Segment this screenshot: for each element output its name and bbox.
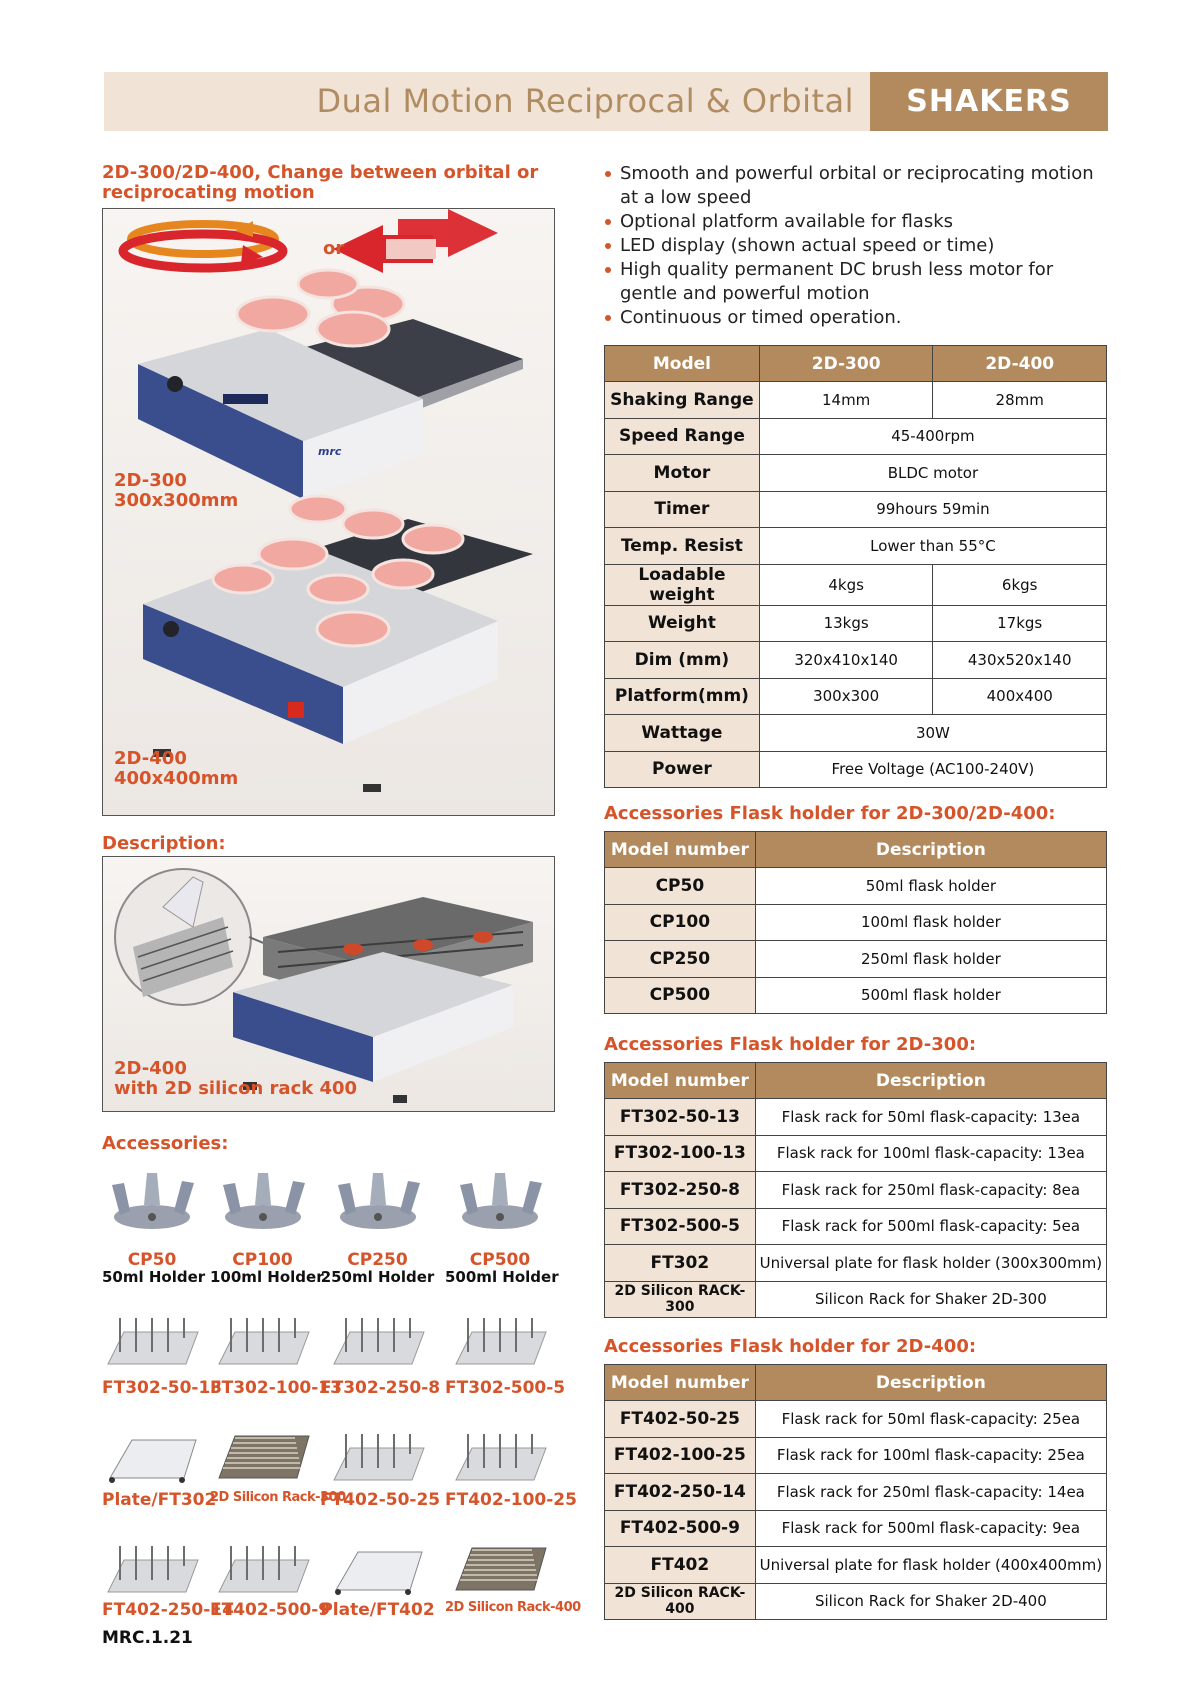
model-number: FT402-100-25 <box>605 1437 756 1474</box>
photo1-size: 300x300mm <box>114 490 239 511</box>
accessory-name: FT302-250-8 <box>320 1378 441 1398</box>
photo2-model: 2D-400 <box>114 748 187 769</box>
orbital-arrow-icon <box>123 221 283 268</box>
accessory-row <box>605 1437 1107 1474</box>
spec-label: Dim (mm) <box>605 642 760 679</box>
accessory-name: CP100 <box>232 1250 293 1270</box>
spec-value-2d400: 17kgs <box>933 605 1107 642</box>
model-description: Flask rack for 500ml flask-capacity: 9ea <box>755 1510 1106 1547</box>
accessory-image <box>328 1530 428 1605</box>
spec-row <box>605 528 1107 565</box>
accessory-image <box>450 1165 550 1240</box>
photo2-label <box>114 749 238 789</box>
accessory-name: CP500 <box>469 1250 531 1270</box>
spec-row <box>605 418 1107 455</box>
accessory-name: FT302-500-5 <box>445 1378 566 1398</box>
accessory-image <box>328 1418 428 1493</box>
photo1-label <box>114 471 238 511</box>
model-description: 50ml flask holder <box>755 868 1106 905</box>
desc-photo-model: 2D-400 <box>114 1058 187 1079</box>
accessory-image <box>328 1302 428 1377</box>
spec-value-2d400: 28mm <box>933 382 1107 419</box>
acc-table-1 <box>604 831 1107 1014</box>
accessory-image <box>102 1302 202 1377</box>
acc-table-3-title: Accessories Flask holder for 2D-400: <box>604 1336 977 1357</box>
model-description: Silicon Rack for Shaker 2D-400 <box>755 1583 1106 1620</box>
model-number: CP500 <box>605 977 756 1014</box>
accessory-name: FT402-250-14 <box>102 1600 234 1620</box>
accessory-name: 2D Silicon Rack-300 <box>210 1490 346 1505</box>
feature-item: LED display (shown actual speed or time) <box>604 234 1114 258</box>
model-number: FT302-250-8 <box>605 1172 756 1209</box>
spec-value-2d300: 13kgs <box>759 605 933 642</box>
model-description: Universal plate for flask holder (400x400mm) <box>755 1547 1106 1584</box>
model-description: Flask rack for 250ml flask-capacity: 14ea <box>755 1474 1106 1511</box>
accessory-image <box>213 1418 313 1493</box>
accessory-row <box>605 868 1107 905</box>
spec-row <box>605 455 1107 492</box>
accessory-row <box>605 1281 1107 1318</box>
accessory-row <box>605 1099 1107 1136</box>
acc3-header-model: Model number <box>605 1365 756 1401</box>
model-description: 100ml flask holder <box>755 904 1106 941</box>
spec-value-2d400: 430x520x140 <box>933 642 1107 679</box>
accessory-capacity: 50ml Holder <box>102 1268 206 1286</box>
model-number: 2D Silicon RACK-300 <box>605 1281 756 1318</box>
shaker-2d-300 <box>138 270 523 499</box>
model-description: 250ml flask holder <box>755 941 1106 978</box>
spec-label: Motor <box>605 455 760 492</box>
model-number: 2D Silicon RACK-400 <box>605 1583 756 1620</box>
category-tag: SHAKERS <box>870 72 1108 131</box>
spec-row <box>605 564 1107 605</box>
accessory-row <box>605 977 1107 1014</box>
feature-item: High quality permanent DC brush less motor for gentle and powerful motion <box>604 258 1114 306</box>
accessory-image <box>450 1530 550 1605</box>
model-description: Flask rack for 100ml flask-capacity: 13ea <box>755 1135 1106 1172</box>
spec-row <box>605 382 1107 419</box>
brand-logo: mrc <box>318 445 342 458</box>
accessory-image <box>102 1530 202 1605</box>
model-description: Flask rack for 100ml flask-capacity: 25ea <box>755 1437 1106 1474</box>
accessory-name: FT302-100-13 <box>210 1378 342 1398</box>
model-description: 500ml flask holder <box>755 977 1106 1014</box>
accessory-name: 2D Silicon Rack-400 <box>445 1600 581 1615</box>
photo1-model: 2D-300 <box>114 470 187 491</box>
model-number: FT402-50-25 <box>605 1401 756 1438</box>
accessory-name: FT402-50-25 <box>320 1490 441 1510</box>
model-number: FT302 <box>605 1245 756 1282</box>
model-description: Silicon Rack for Shaker 2D-300 <box>755 1281 1106 1318</box>
accessory-row <box>605 1583 1107 1620</box>
product-photo <box>102 208 555 816</box>
model-description: Flask rack for 500ml flask-capacity: 5ea <box>755 1208 1106 1245</box>
accessory-name: CP50 <box>127 1250 177 1270</box>
description-title: Description: <box>102 833 226 854</box>
accessory-image <box>328 1165 428 1240</box>
accessory-capacity: 250ml Holder <box>320 1268 435 1286</box>
spec-value-2d400: 400x400 <box>933 678 1107 715</box>
spec-value-2d300: 4kgs <box>759 564 933 605</box>
spec-value-2d300: 300x300 <box>759 678 933 715</box>
acc-table-2-title: Accessories Flask holder for 2D-300: <box>604 1034 977 1055</box>
spec-row <box>605 642 1107 679</box>
spec-value-2d300: 320x410x140 <box>759 642 933 679</box>
spec-row <box>605 715 1107 752</box>
shaker-2d-400 <box>143 496 533 792</box>
accessory-row <box>605 1172 1107 1209</box>
model-number: FT402-500-9 <box>605 1510 756 1547</box>
feature-list <box>604 162 1114 330</box>
accessory-image <box>450 1418 550 1493</box>
spec-value: Free Voltage (AC100-240V) <box>759 751 1106 788</box>
accessory-image <box>213 1165 313 1240</box>
spec-row <box>605 491 1107 528</box>
spec-header-model: Model <box>605 346 760 382</box>
spec-row <box>605 605 1107 642</box>
model-number: CP50 <box>605 868 756 905</box>
model-number: FT302-50-13 <box>605 1099 756 1136</box>
feature-item: Continuous or timed operation. <box>604 306 1114 330</box>
acc2-header-desc: Description <box>755 1063 1106 1099</box>
page-title: Dual Motion Reciprocal & Orbital <box>316 82 854 120</box>
spec-row <box>605 678 1107 715</box>
spec-label: Platform(mm) <box>605 678 760 715</box>
spec-label: Wattage <box>605 715 760 752</box>
accessory-image <box>102 1418 202 1493</box>
description-photo <box>102 856 555 1112</box>
accessory-row <box>605 1208 1107 1245</box>
spec-label: Timer <box>605 491 760 528</box>
acc1-header-desc: Description <box>755 832 1106 868</box>
accessory-row <box>605 1135 1107 1172</box>
accessory-capacity: 100ml Holder <box>210 1268 324 1286</box>
spec-value: 30W <box>759 715 1106 752</box>
model-number: FT402-250-14 <box>605 1474 756 1511</box>
accessory-row <box>605 1245 1107 1282</box>
accessory-row <box>605 1401 1107 1438</box>
desc-photo-label <box>114 1059 357 1099</box>
accessory-row <box>605 904 1107 941</box>
spec-value: 99hours 59min <box>759 491 1106 528</box>
acc1-header-model: Model number <box>605 832 756 868</box>
accessory-row <box>605 941 1107 978</box>
model-number: FT302-100-13 <box>605 1135 756 1172</box>
accessory-name: Plate/FT402 <box>320 1600 435 1620</box>
model-number: FT402 <box>605 1547 756 1584</box>
model-number: FT302-500-5 <box>605 1208 756 1245</box>
acc2-header-model: Model number <box>605 1063 756 1099</box>
model-description: Flask rack for 50ml flask-capacity: 25ea <box>755 1401 1106 1438</box>
accessory-row <box>605 1510 1107 1547</box>
accessories-title: Accessories: <box>102 1133 229 1154</box>
accessory-name: FT302-50-13 <box>102 1378 223 1398</box>
spec-label: Temp. Resist <box>605 528 760 565</box>
spec-label: Shaking Range <box>605 382 760 419</box>
acc-table-3 <box>604 1364 1107 1620</box>
photo2-size: 400x400mm <box>114 768 239 789</box>
spec-label: Loadable weight <box>605 564 760 605</box>
or-label: or <box>323 238 345 259</box>
header-banner <box>104 72 1108 131</box>
spec-value-2d400: 6kgs <box>933 564 1107 605</box>
spec-value-2d300: 14mm <box>759 382 933 419</box>
accessory-image <box>213 1530 313 1605</box>
shaker-illustration <box>103 209 554 815</box>
desc-photo-caption: with 2D silicon rack 400 <box>114 1078 358 1099</box>
spec-value: Lower than 55°C <box>759 528 1106 565</box>
accessory-name: CP250 <box>347 1250 408 1270</box>
acc3-header-desc: Description <box>755 1365 1106 1401</box>
feature-item: Smooth and powerful orbital or reciprocating motion at a low speed <box>604 162 1114 210</box>
acc-table-1-title: Accessories Flask holder for 2D-300/2D-400: <box>604 803 1056 824</box>
spec-label: Weight <box>605 605 760 642</box>
accessory-capacity: 500ml Holder <box>445 1268 559 1286</box>
spec-table <box>604 345 1107 788</box>
acc-table-2 <box>604 1062 1107 1318</box>
spec-value: BLDC motor <box>759 455 1106 492</box>
model-description: Flask rack for 250ml flask-capacity: 8ea <box>755 1172 1106 1209</box>
spec-row <box>605 751 1107 788</box>
accessory-image <box>450 1302 550 1377</box>
spec-label: Power <box>605 751 760 788</box>
product-title: 2D-300/2D-400, Change between orbital or reciprocating motion <box>102 162 539 203</box>
model-number: CP250 <box>605 941 756 978</box>
spec-header-2d400: 2D-400 <box>933 346 1107 382</box>
page-code: MRC.1.21 <box>102 1628 193 1648</box>
feature-item: Optional platform available for flasks <box>604 210 1114 234</box>
model-number: CP100 <box>605 904 756 941</box>
spec-header-2d300: 2D-300 <box>759 346 933 382</box>
accessory-name: Plate/FT302 <box>102 1490 217 1510</box>
model-description: Flask rack for 50ml flask-capacity: 13ea <box>755 1099 1106 1136</box>
spec-label: Speed Range <box>605 418 760 455</box>
accessory-name: FT402-100-25 <box>445 1490 577 1510</box>
spec-value: 45-400rpm <box>759 418 1106 455</box>
accessory-image <box>102 1165 202 1240</box>
accessory-image <box>213 1302 313 1377</box>
reciprocal-arrow-icon <box>333 209 498 273</box>
accessory-name: FT402-500-9 <box>210 1600 331 1620</box>
accessory-row <box>605 1547 1107 1584</box>
accessory-row <box>605 1474 1107 1511</box>
model-description: Universal plate for flask holder (300x300mm) <box>755 1245 1106 1282</box>
